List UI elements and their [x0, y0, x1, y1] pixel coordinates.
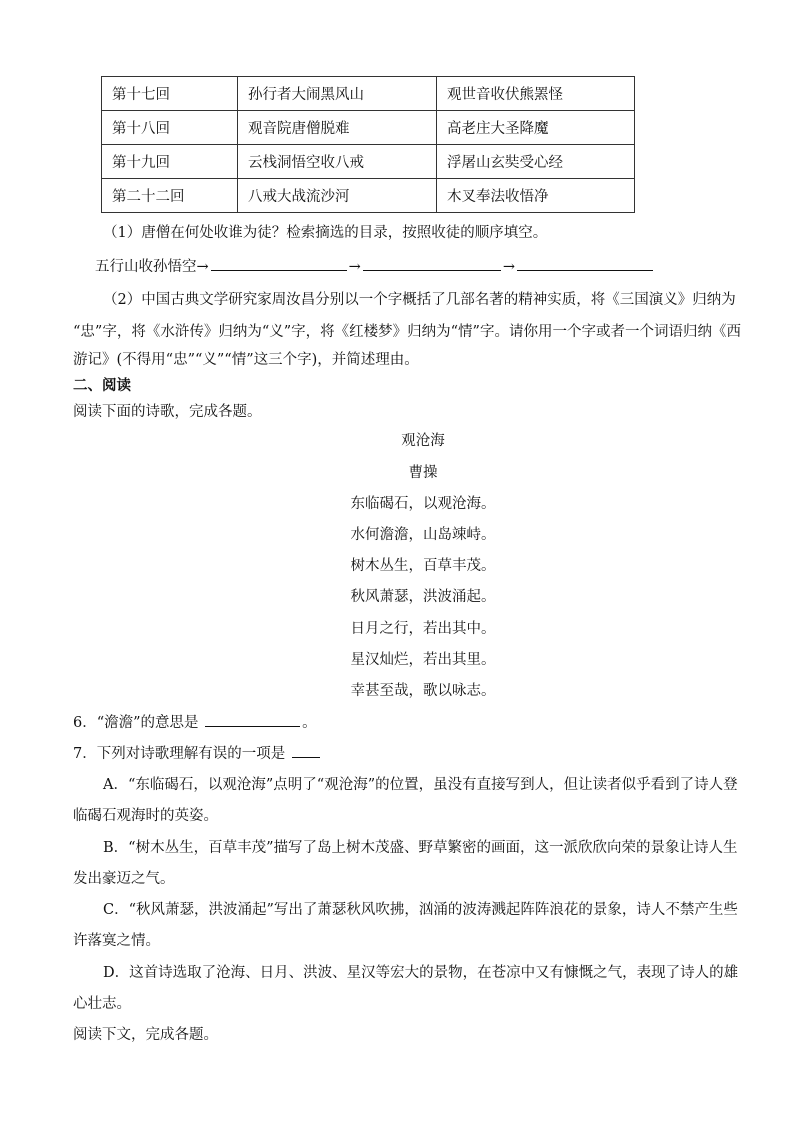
- table-cell: 高老庄大圣降魔: [437, 111, 635, 145]
- section-instruction: 阅读下面的诗歌，完成各题。: [73, 404, 262, 420]
- table-cell: 木叉奉法收悟净: [437, 179, 635, 213]
- table-cell: 观世音收伏熊罴怪: [437, 77, 635, 111]
- question-7: [73, 742, 322, 763]
- arrow-glyph: →: [502, 259, 515, 275]
- table-row: [102, 111, 635, 145]
- table-cell: 第十七回: [102, 77, 238, 111]
- table-row: [102, 179, 635, 213]
- table-cell: 浮屠山玄奘受心经: [437, 145, 635, 179]
- table-cell: 云栈洞悟空收八戒: [238, 145, 437, 179]
- poem-title: 观沧海: [401, 433, 445, 449]
- option-d-line-2: 心壮志。: [73, 996, 131, 1012]
- answer-blank-q7[interactable]: [292, 756, 320, 758]
- table-cell: 观音院唐僧脱难: [238, 111, 437, 145]
- answer-blank-q6[interactable]: [205, 725, 300, 727]
- table-cell: 第十八回: [102, 111, 238, 145]
- option-d-line-1: D．这首诗选取了沧海、日月、洪波、星汉等宏大的景物，在苍凉中又有慷慨之气，表现了诗人的雄: [103, 965, 739, 981]
- answer-blank-3[interactable]: [517, 269, 653, 271]
- question-6-text: 6．“澹澹”的意思是: [73, 715, 199, 731]
- section-heading: 二、阅读: [73, 378, 131, 394]
- poem-line: 东临碣石，以观沧海。: [350, 496, 496, 512]
- question-2-line-1: （2）中国古典文学研究家周汝昌分别以一个字概括了几部名著的精神实质，将《三国演义》归纳为: [103, 292, 736, 308]
- question-6: [73, 711, 317, 732]
- poem-line: 星汉灿烂，若出其里。: [350, 652, 496, 668]
- poem-line: 树木丛生，百草丰茂。: [350, 558, 496, 574]
- question-1-fill-line: [95, 255, 655, 276]
- poem-author: 曹操: [408, 465, 438, 481]
- question-2-line-2: “忠”字，将《水浒传》归纳为“义”字，将《红楼梦》归纳为“情”字。请你用一个字或者一个词语归纳《西: [73, 324, 741, 340]
- footer-instruction: 阅读下文，完成各题。: [73, 1027, 218, 1043]
- table-cell: 孙行者大闹黑风山: [238, 77, 437, 111]
- table-row: [102, 145, 635, 179]
- chapter-table: [101, 76, 635, 213]
- answer-blank-1[interactable]: [211, 269, 347, 271]
- poem-line: 秋风萧瑟，洪波涌起。: [350, 589, 496, 605]
- fill-start-text: 五行山收孙悟空→: [95, 259, 209, 275]
- arrow-glyph: →: [348, 259, 361, 275]
- poem-line: 幸甚至哉，歌以咏志。: [350, 683, 496, 699]
- option-b-line-2: 发出豪迈之气。: [73, 871, 175, 887]
- option-b-line-1: B．“树木丛生，百草丰茂”描写了岛上树木茂盛、野草繁密的画面，这一派欣欣向荣的景象让诗人生: [103, 840, 738, 856]
- poem-line: 日月之行，若出其中。: [350, 621, 496, 637]
- answer-blank-2[interactable]: [363, 269, 501, 271]
- table-cell: 第十九回: [102, 145, 238, 179]
- question-2-line-3: 游记》(不得用“忠”“义”“情”这三个字)，并简述理由。: [73, 352, 419, 368]
- option-c-line-1: C．“秋风萧瑟，洪波涌起”写出了萧瑟秋风吹拂，汹涌的波涛溅起阵阵浪花的景象，诗人不禁产生些: [103, 902, 738, 918]
- option-c-line-2: 许落寞之情。: [73, 933, 160, 949]
- table-cell: 第二十二回: [102, 179, 238, 213]
- question-1-prompt: （1）唐僧在何处收谁为徒？检索摘选的目录，按照收徒的顺序填空。: [103, 225, 548, 241]
- poem-line: 水何澹澹，山岛竦峙。: [350, 527, 496, 543]
- question-7-text: 7．下列对诗歌理解有误的一项是: [73, 746, 286, 762]
- table-cell: 八戒大战流沙河: [238, 179, 437, 213]
- option-a-line-2: 临碣石观海时的英姿。: [73, 808, 218, 824]
- option-a-line-1: A．“东临碣石，以观沧海”点明了“观沧海”的位置，虽没有直接写到人，但让读者似乎看到了诗人登: [103, 777, 738, 793]
- question-6-end: 。: [302, 715, 317, 731]
- table-row: [102, 77, 635, 111]
